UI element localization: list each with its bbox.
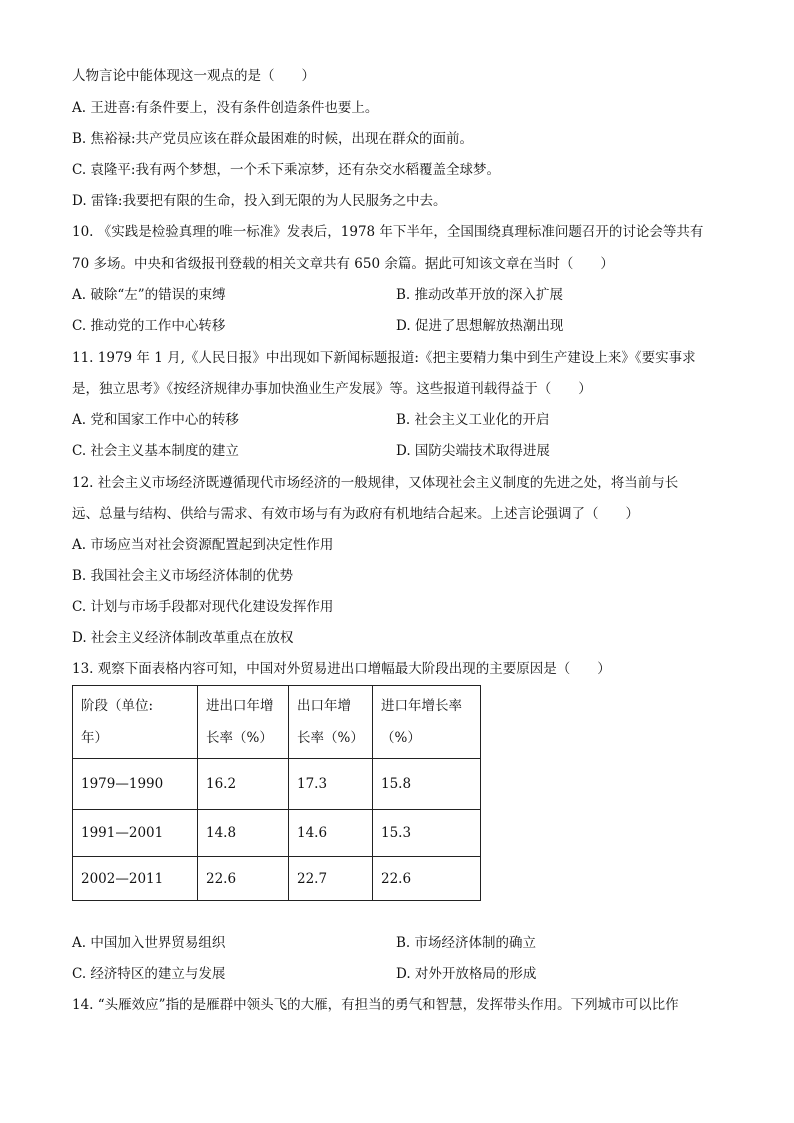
table-cell: 1991—2001 bbox=[73, 810, 198, 857]
q10-option-d: D. 促进了思想解放热潮出现 bbox=[396, 318, 564, 334]
header-line: 长率（%） bbox=[297, 730, 364, 746]
q11-option-c: C. 社会主义基本制度的建立 bbox=[72, 443, 239, 459]
table-header-cell bbox=[373, 686, 481, 759]
q10-option-b: B. 推动改革开放的深入扩展 bbox=[396, 287, 564, 303]
q13-option-d: D. 对外开放格局的形成 bbox=[396, 966, 537, 982]
header-line: 进口年增长率 bbox=[381, 698, 462, 714]
table-cell: 16.2 bbox=[198, 759, 289, 810]
q12-stem-line1: 12. 社会主义市场经济既遵循现代市场经济的一般规律，又体现社会主义制度的先进之处，将当前与长 bbox=[72, 475, 679, 491]
table-cell: 15.3 bbox=[373, 810, 481, 857]
table-cell: 2002—2011 bbox=[73, 857, 198, 901]
table-cell: 22.7 bbox=[289, 857, 373, 901]
q10-option-a: A. 破除“左”的错误的束缚 bbox=[72, 287, 226, 303]
table-cell: 14.6 bbox=[289, 810, 373, 857]
table-header-cell bbox=[289, 686, 373, 759]
q9-option-d: D. 雷锋:我要把有限的生命，投入到无限的为人民服务之中去。 bbox=[72, 193, 447, 209]
table-row bbox=[73, 759, 481, 810]
q11-option-a: A. 党和国家工作中心的转移 bbox=[72, 412, 239, 428]
table-cell: 22.6 bbox=[198, 857, 289, 901]
q10-option-c: C. 推动党的工作中心转移 bbox=[72, 318, 226, 334]
q12-option-d: D. 社会主义经济体制改革重点在放权 bbox=[72, 630, 294, 646]
table-cell: 17.3 bbox=[289, 759, 373, 810]
q13-option-b: B. 市场经济体制的确立 bbox=[396, 935, 537, 951]
q9-option-a: A. 王进喜:有条件要上，没有条件创造条件也要上。 bbox=[72, 100, 379, 116]
header-line: 长率（%） bbox=[206, 730, 273, 746]
header-line: 进出口年增 bbox=[206, 698, 274, 714]
q13-stem: 13. 观察下面表格内容可知，中国对外贸易进出口增幅最大阶段出现的主要原因是（ ） bbox=[72, 661, 611, 677]
table-cell: 22.6 bbox=[373, 857, 481, 901]
header-line: 阶段（单位: bbox=[81, 698, 154, 714]
header-line: 年） bbox=[81, 730, 108, 746]
q13-option-c: C. 经济特区的建立与发展 bbox=[72, 966, 226, 982]
table-header-cell bbox=[198, 686, 289, 759]
q9-option-b: B. 焦裕禄:共产党员应该在群众最困难的时候，出现在群众的面前。 bbox=[72, 131, 474, 147]
header-line: （%） bbox=[381, 730, 421, 746]
q10-stem-line1: 10. 《实践是检验真理的唯一标准》发表后，1978 年下半年，全国围绕真理标准问题召开的讨论会等共有 bbox=[72, 224, 704, 240]
table-row bbox=[73, 810, 481, 857]
q11-stem-line1: 11. 1979 年 1 月,《人民日报》中出现如下新闻标题报道:《把主要精力集中到生产建设上来》《要实事求 bbox=[72, 350, 696, 366]
q11-option-d: D. 国防尖端技术取得进展 bbox=[396, 443, 550, 459]
q13-option-a: A. 中国加入世界贸易组织 bbox=[72, 935, 226, 951]
table-header-row bbox=[73, 686, 481, 759]
q12-stem-line2: 远、总量与结构、供给与需求、有效市场与有为政府有机地结合起来。上述言论强调了（ ） bbox=[72, 506, 639, 522]
q12-option-a: A. 市场应当对社会资源配置起到决定性作用 bbox=[72, 537, 334, 553]
table-cell: 1979—1990 bbox=[73, 759, 198, 810]
header-line: 出口年增 bbox=[297, 698, 351, 714]
q9-option-c: C. 袁隆平:我有两个梦想，一个禾下乘凉梦，还有杂交水稻覆盖全球梦。 bbox=[72, 162, 500, 178]
q9-stem: 人物言论中能体现这一观点的是（ ） bbox=[72, 68, 315, 84]
q12-option-c: C. 计划与市场手段都对现代化建设发挥作用 bbox=[72, 599, 334, 615]
q11-stem-line2: 是，独立思考》《按经济规律办事加快渔业生产发展》等。这些报道刊载得益于（ ） bbox=[72, 381, 592, 397]
table-row bbox=[73, 857, 481, 901]
q10-stem-line2: 70 多场。中央和省级报刊登载的相关文章共有 650 余篇。据此可知该文章在当时（ ） bbox=[72, 256, 614, 272]
table-cell: 15.8 bbox=[373, 759, 481, 810]
q12-option-b: B. 我国社会主义市场经济体制的优势 bbox=[72, 568, 294, 584]
trade-growth-table bbox=[72, 685, 481, 901]
table-cell: 14.8 bbox=[198, 810, 289, 857]
q11-option-b: B. 社会主义工业化的开启 bbox=[396, 412, 550, 428]
table-header-cell bbox=[73, 686, 198, 759]
q14-stem-line1: 14. “头雁效应”指的是雁群中领头飞的大雁，有担当的勇气和智慧，发挥带头作用。下列城市可以比作 bbox=[72, 997, 679, 1013]
